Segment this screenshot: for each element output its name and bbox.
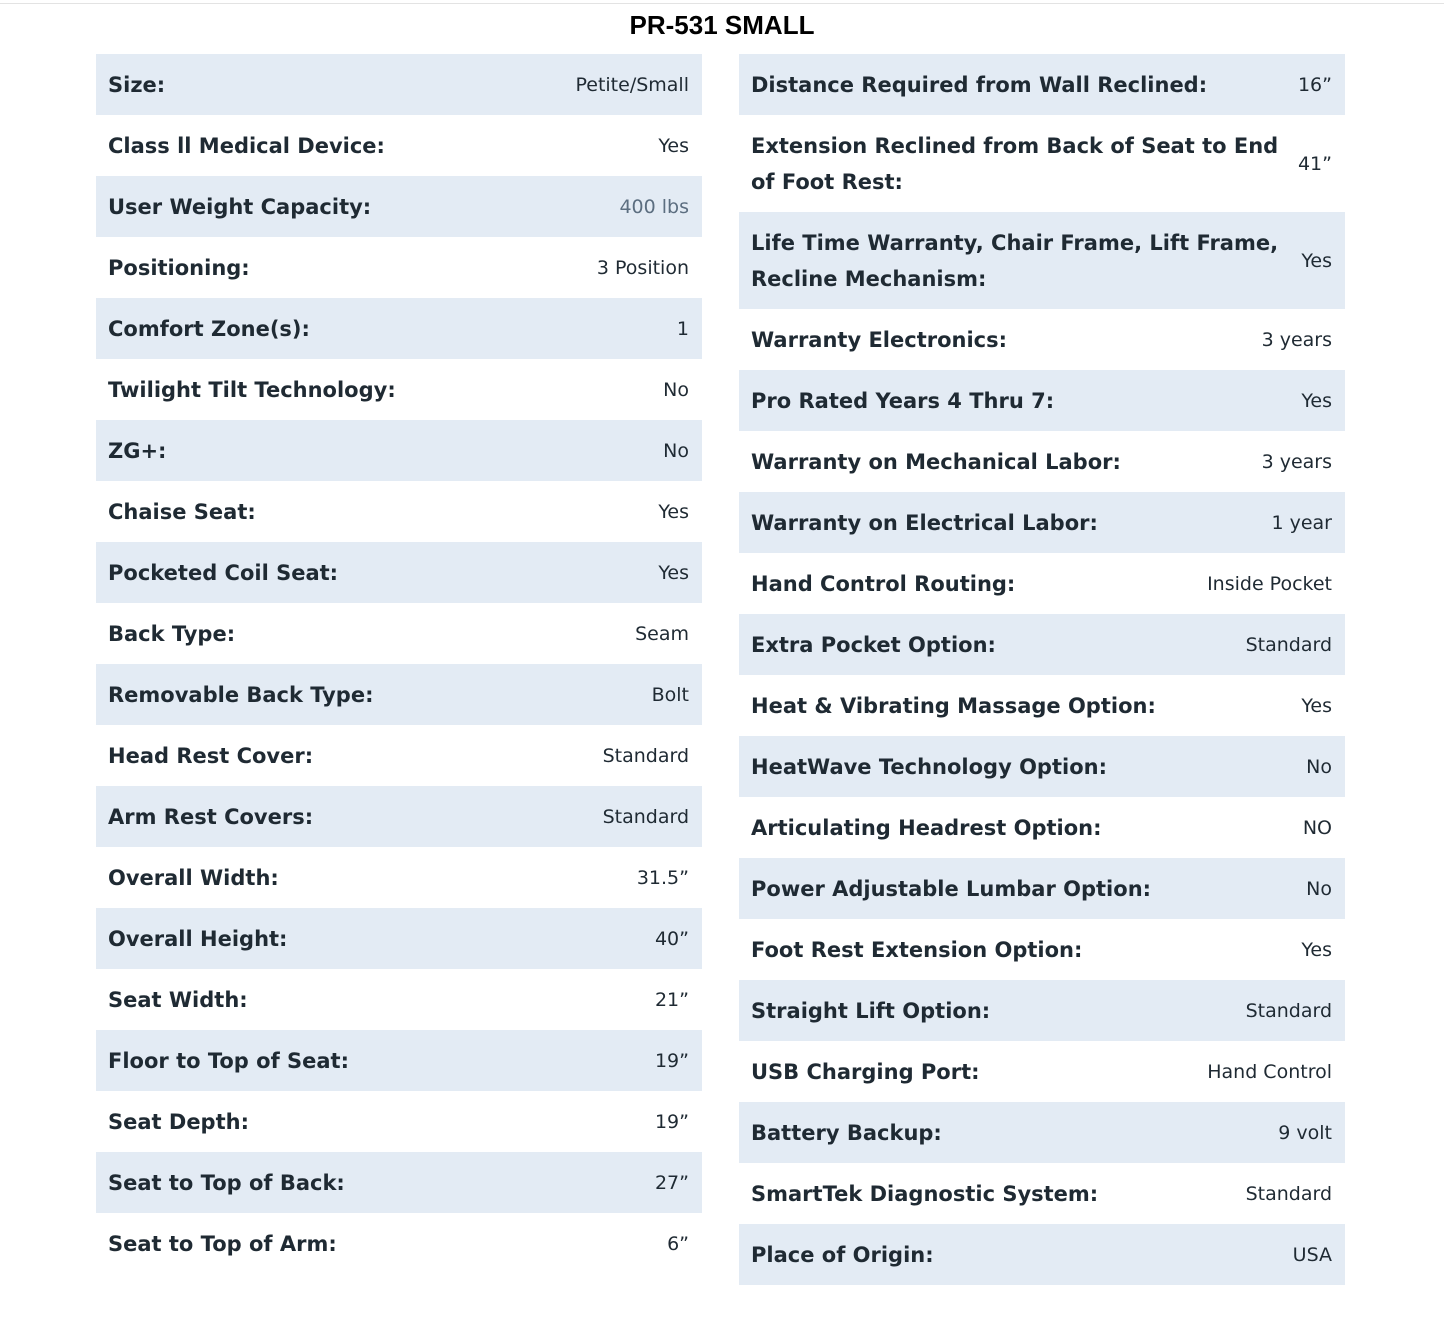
spec-value: No — [663, 439, 689, 462]
spec-row — [739, 492, 1345, 553]
spec-value: 21” — [654, 988, 689, 1011]
spec-value: Standard — [602, 744, 689, 767]
spec-value: Yes — [658, 500, 689, 523]
spec-row — [96, 542, 702, 603]
spec-value: Standard — [1245, 1182, 1332, 1205]
spec-label: SmartTek Diagnostic System: — [751, 1181, 1099, 1206]
spec-value: 400 lbs — [619, 195, 689, 218]
spec-label: Twilight Tilt Technology: — [108, 377, 396, 402]
spec-label: Arm Rest Covers: — [108, 804, 314, 829]
spec-label: Overall Width: — [108, 865, 279, 890]
spec-label: Extra Pocket Option: — [751, 632, 996, 657]
spec-row — [96, 847, 702, 908]
spec-value: No — [1306, 755, 1332, 778]
spec-row — [96, 1030, 702, 1091]
spec-value: Seam — [635, 622, 689, 645]
spec-value: Petite/Small — [575, 73, 689, 96]
spec-row — [96, 54, 702, 115]
spec-row — [96, 664, 702, 725]
spec-row — [96, 298, 702, 359]
spec-value: No — [1306, 877, 1332, 900]
top-divider — [0, 3, 1444, 4]
spec-row — [739, 797, 1345, 858]
spec-row — [739, 553, 1345, 614]
spec-label: Hand Control Routing: — [751, 571, 1016, 596]
spec-value: Yes — [1301, 938, 1332, 961]
specs-table-right — [739, 54, 1345, 1285]
spec-row — [739, 980, 1345, 1041]
spec-row — [96, 481, 702, 542]
spec-row — [739, 919, 1345, 980]
spec-label: ZG+: — [108, 438, 167, 463]
spec-label: Removable Back Type: — [108, 682, 374, 707]
spec-row — [739, 1102, 1345, 1163]
spec-value: Bolt — [651, 683, 689, 706]
spec-label: Seat to Top of Back: — [108, 1170, 345, 1195]
spec-row — [739, 54, 1345, 115]
spec-label: Overall Height: — [108, 926, 288, 951]
spec-row — [96, 969, 702, 1030]
spec-label: Warranty Electronics: — [751, 327, 1008, 352]
spec-row — [96, 908, 702, 969]
spec-value: NO — [1302, 816, 1332, 839]
spec-value: 19” — [654, 1049, 689, 1072]
spec-label: Battery Backup: — [751, 1120, 942, 1145]
spec-row — [96, 359, 702, 420]
spec-value: 3 Position — [596, 256, 689, 279]
spec-row — [739, 212, 1345, 309]
spec-row — [96, 1152, 702, 1213]
spec-label: Seat Depth: — [108, 1109, 249, 1134]
spec-row — [739, 675, 1345, 736]
spec-row — [739, 370, 1345, 431]
spec-row — [96, 176, 702, 237]
spec-label: Heat & Vibrating Massage Option: — [751, 693, 1156, 718]
spec-value: 3 years — [1261, 328, 1332, 351]
spec-value: Yes — [658, 561, 689, 584]
spec-row — [96, 237, 702, 298]
spec-row — [739, 1041, 1345, 1102]
spec-row — [96, 603, 702, 664]
spec-value: Standard — [602, 805, 689, 828]
spec-row — [96, 1213, 702, 1274]
spec-label: Foot Rest Extension Option: — [751, 937, 1083, 962]
spec-label: Class ll Medical Device: — [108, 133, 385, 158]
spec-value: Inside Pocket — [1207, 572, 1332, 595]
spec-row — [96, 420, 702, 481]
spec-label: Distance Required from Wall Reclined: — [751, 72, 1208, 97]
spec-label: Extension Reclined from Back of Seat to End of Foot Rest: — [751, 133, 1279, 194]
spec-value: 27” — [654, 1171, 689, 1194]
spec-value: Yes — [1301, 694, 1332, 717]
spec-label: Pro Rated Years 4 Thru 7: — [751, 388, 1055, 413]
spec-label: Back Type: — [108, 621, 236, 646]
spec-row — [739, 1163, 1345, 1224]
spec-label: Power Adjustable Lumbar Option: — [751, 876, 1152, 901]
spec-value: 16” — [1297, 73, 1332, 96]
spec-row — [739, 858, 1345, 919]
spec-row — [739, 736, 1345, 797]
spec-label: HeatWave Technology Option: — [751, 754, 1107, 779]
spec-row — [739, 431, 1345, 492]
spec-label: Articulating Headrest Option: — [751, 815, 1102, 840]
spec-row — [96, 786, 702, 847]
spec-label: Positioning: — [108, 255, 250, 280]
spec-value: 1 year — [1271, 511, 1332, 534]
spec-value: Yes — [658, 134, 689, 157]
spec-label: Pocketed Coil Seat: — [108, 560, 339, 585]
spec-label: Seat to Top of Arm: — [108, 1231, 337, 1256]
spec-label: Straight Lift Option: — [751, 998, 991, 1023]
spec-value: 40” — [654, 927, 689, 950]
spec-label: Warranty on Electrical Labor: — [751, 510, 1098, 535]
spec-value: Hand Control — [1207, 1060, 1332, 1083]
spec-label: Head Rest Cover: — [108, 743, 314, 768]
spec-value: No — [663, 378, 689, 401]
spec-value: Standard — [1245, 633, 1332, 656]
spec-label: Place of Origin: — [751, 1242, 934, 1267]
spec-row — [96, 1091, 702, 1152]
spec-label: Comfort Zone(s): — [108, 316, 310, 341]
spec-row — [96, 115, 702, 176]
spec-row — [739, 1224, 1345, 1285]
spec-row — [739, 309, 1345, 370]
spec-value: 1 — [676, 317, 689, 340]
page-title: PR-531 SMALL — [629, 10, 815, 40]
spec-value: Yes — [1301, 389, 1332, 412]
spec-value: Yes — [1301, 249, 1332, 272]
spec-label: Floor to Top of Seat: — [108, 1048, 349, 1073]
spec-value: 19” — [654, 1110, 689, 1133]
spec-value: 31.5” — [636, 866, 689, 889]
spec-label: Size: — [108, 72, 166, 97]
spec-value: 6” — [667, 1232, 689, 1255]
spec-label: User Weight Capacity: — [108, 194, 372, 219]
spec-value: Standard — [1245, 999, 1332, 1022]
spec-row — [739, 115, 1345, 212]
spec-label: USB Charging Port: — [751, 1059, 980, 1084]
spec-row — [96, 725, 702, 786]
spec-value: 41” — [1297, 152, 1332, 175]
spec-label: Warranty on Mechanical Labor: — [751, 449, 1121, 474]
spec-value: 3 years — [1261, 450, 1332, 473]
spec-row — [739, 614, 1345, 675]
spec-label: Seat Width: — [108, 987, 248, 1012]
spec-value: 9 volt — [1278, 1121, 1332, 1144]
spec-label: Life Time Warranty, Chair Frame, Lift Frame, Recline Mechanism: — [751, 230, 1279, 291]
spec-value: USA — [1292, 1243, 1332, 1266]
specs-table-left — [96, 54, 702, 1274]
spec-label: Chaise Seat: — [108, 499, 256, 524]
